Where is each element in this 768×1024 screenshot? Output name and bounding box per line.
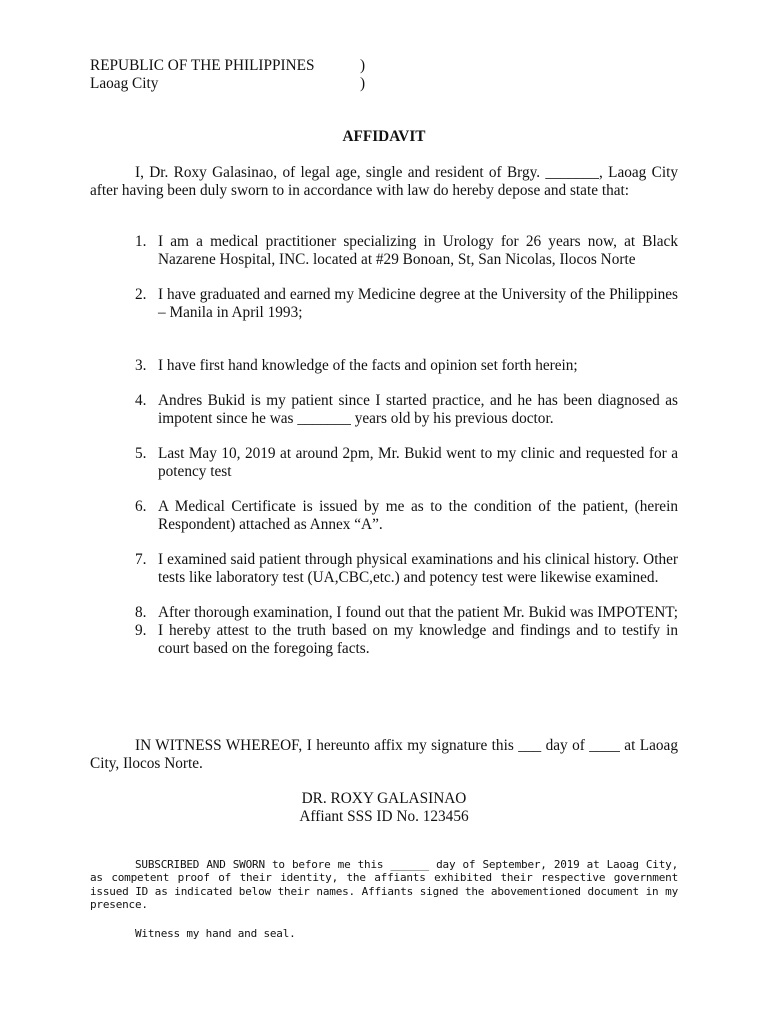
venue-row-republic (90, 57, 420, 75)
item-text: I hereby attest to the truth based on my knowledge and findings and to testify in court based on the foregoing facts. (158, 622, 678, 657)
list-item (90, 551, 678, 587)
venue-block (90, 57, 420, 93)
venue-paren: ) (360, 75, 366, 92)
list-item (90, 622, 678, 658)
affiant-name: DR. ROXY GALASINAO (301, 790, 467, 807)
list-item (90, 392, 678, 428)
jurat-paragraph (90, 858, 678, 912)
document-title: AFFIDAVIT (342, 128, 426, 145)
item-text: Andres Bukid is my patient since I started practice, and he has been diagnosed as impotent since he was _______ years old by his previous doctor. (158, 392, 678, 427)
venue-republic: REPUBLIC OF THE PHILIPPINES (90, 57, 315, 74)
list-item (90, 357, 678, 375)
list-item (90, 445, 678, 481)
list-item (90, 286, 678, 322)
item-text: Last May 10, 2019 at around 2pm, Mr. Bukid went to my clinic and requested for a potency test (158, 445, 678, 480)
item-text: After thorough examination, I found out that the patient Mr. Bukid was IMPOTENT; (158, 604, 679, 621)
item-number: 4. (135, 392, 147, 409)
item-number: 8. (135, 604, 147, 621)
item-number: 2. (135, 286, 147, 303)
item-text: I have graduated and earned my Medicine degree at the University of the Philippines – Manila in April 1993; (158, 286, 678, 321)
list-item (90, 233, 678, 269)
closing-paragraph (90, 737, 678, 773)
statement-list (90, 233, 678, 658)
intro-text: I, Dr. Roxy Galasinao, of legal age, single and resident of Brgy. _______, Laoag City after having been duly sworn to in accordance with law do hereby depose and state that: (90, 164, 678, 199)
closing-text: IN WITNESS WHEREOF, I hereunto affix my signature this ___ day of ____ at Laoag City, Ilocos Norte. (90, 737, 678, 772)
item-text: I examined said patient through physical examinations and his clinical history. Other tests like laboratory test (UA,CBC,etc.) and potency test were likewise examined. (158, 551, 678, 586)
venue-city: Laoag City (90, 75, 159, 92)
affiant-id: Affiant SSS ID No. 123456 (299, 808, 469, 825)
item-number: 9. (135, 622, 147, 639)
item-number: 7. (135, 551, 147, 568)
item-text: I have first hand knowledge of the facts and opinion set forth herein; (158, 357, 578, 374)
item-text: I am a medical practitioner specializing in Urology for 26 years now, at Black Nazarene Hospital, INC. located at #29 Bonoan, St, San Nicolas, Ilocos Norte (158, 233, 678, 268)
list-item (90, 604, 678, 622)
item-number: 1. (135, 233, 147, 250)
item-number: 5. (135, 445, 147, 462)
item-number: 3. (135, 357, 147, 374)
signature-block (0, 790, 768, 826)
venue-paren: ) (360, 57, 366, 74)
venue-row-city (90, 75, 420, 93)
item-number: 6. (135, 498, 147, 515)
list-item (90, 498, 678, 534)
item-text: A Medical Certificate is issued by me as to the condition of the patient, (herein Respondent) attached as Annex “A”. (158, 498, 678, 533)
jurat-text: SUBSCRIBED AND SWORN to before me this ______ day of September, 2019 at Laoag City, as competent proof of their identity, the affiants exhibited their respective government issued ID as indicated below their names. Affiants signed the abovementioned document in my presence. (90, 858, 678, 912)
witness-line: Witness my hand and seal. (135, 927, 296, 940)
intro-paragraph (90, 164, 678, 200)
